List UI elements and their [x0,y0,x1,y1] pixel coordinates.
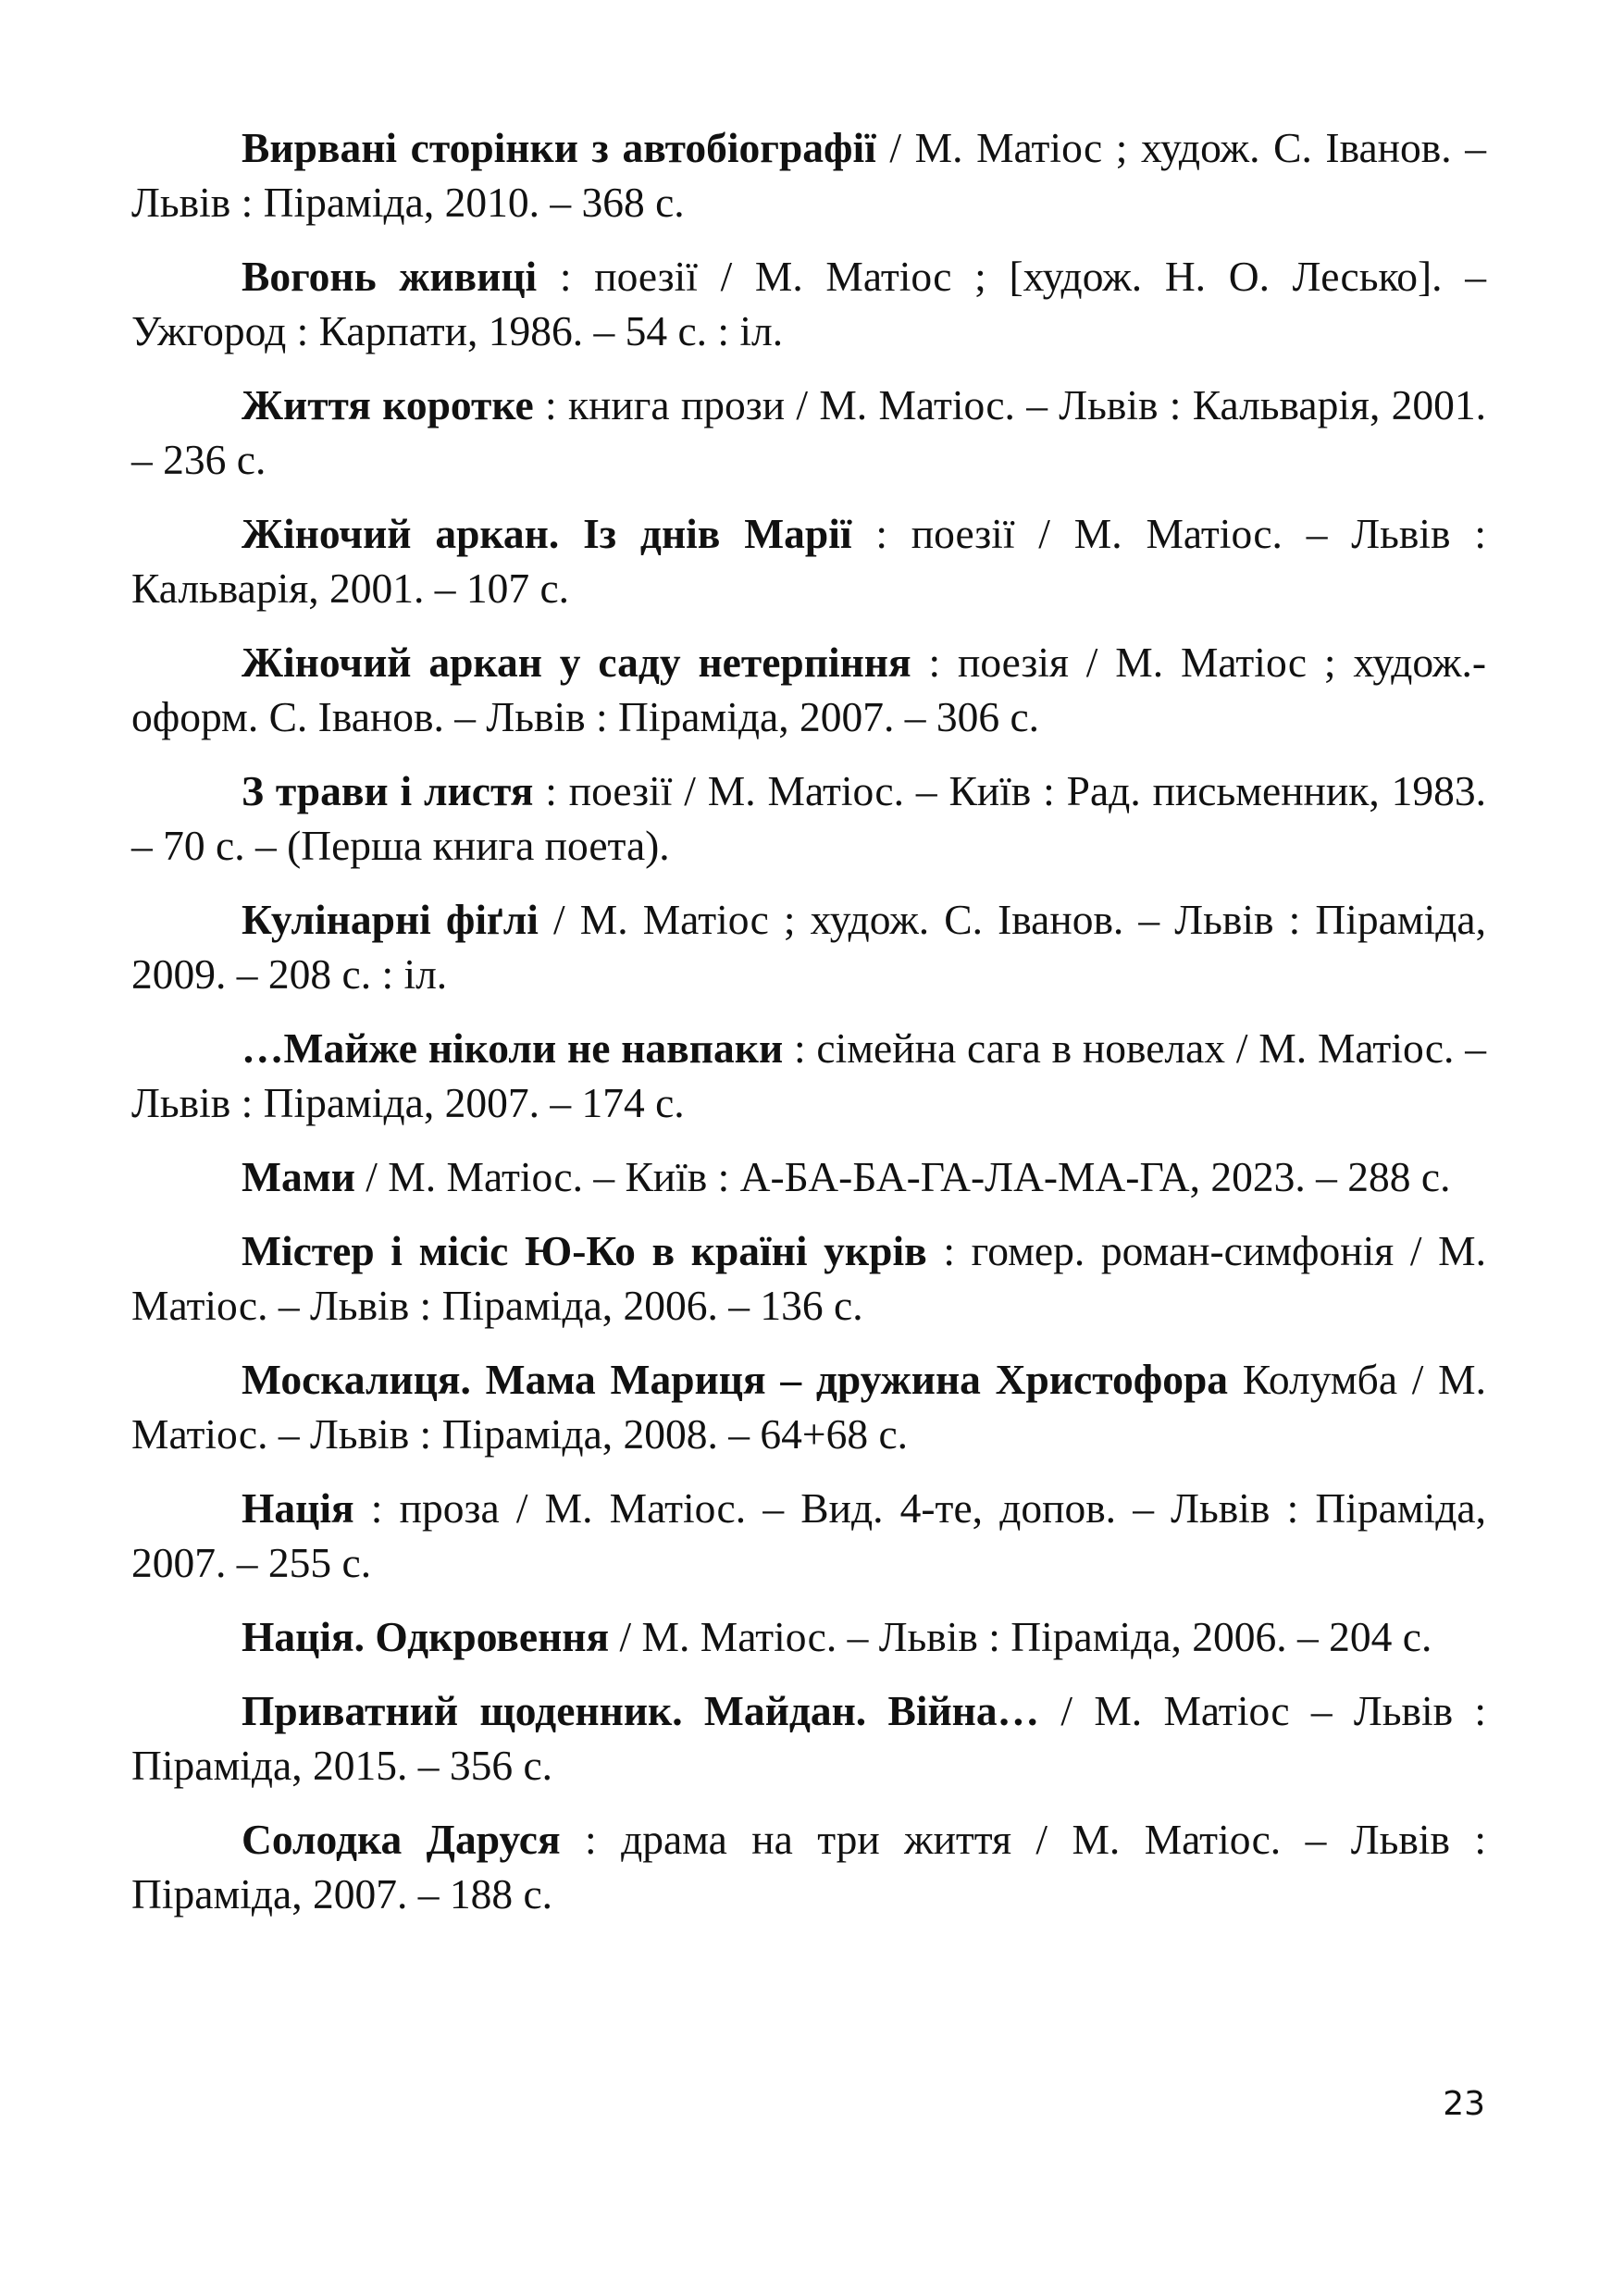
bibliography-entry [131,1021,1486,1130]
entry-details: : поезії / М. Матіос. – Київ : Рад. письменник, 1983. – 70 с. – (Перша книга поета). [131,767,1486,869]
entry-title: Життя коротке [242,381,534,428]
entry-title: Вирвані сторінки з автобіографії [242,124,876,171]
entry-title: …Майже ніколи не навпаки [242,1024,784,1072]
bibliography-entry [131,1683,1486,1793]
entry-title: Солодка Даруся [242,1816,561,1863]
entry-title: Жіночий аркан у саду нетерпіння [242,639,911,686]
entry-details: : поезії / М. Матіос ; [худож. Н. О. Лесько]. – Ужгород : Карпати, 1986. – 54 с. : іл. [131,253,1486,354]
entry-title: Нація. Одкровення [242,1613,610,1660]
bibliography-entry [131,1609,1486,1664]
bibliography-entry [131,1481,1486,1590]
bibliography-entry [131,378,1486,487]
entry-title: Нація [242,1484,354,1532]
bibliography-entry [131,763,1486,873]
entry-title: Москалиця. Мама Мариця – дружина Христофора [242,1356,1229,1403]
entry-details: : сімейна сага в новелах / М. Матіос. – Львів : Піраміда, 2007. – 174 с. [131,1024,1486,1126]
bibliography-entry [131,1223,1486,1333]
bibliography-entry [131,120,1486,230]
entry-title: Містер і місіс Ю-Ко в країні укрів [242,1227,927,1274]
bibliography-list [131,120,1486,1941]
bibliography-entry [131,506,1486,615]
entry-details: : книга прози / М. Матіос. – Львів : Кальварія, 2001. – 236 с. [131,381,1486,483]
entry-details: / М. Матіос. – Львів : Піраміда, 2006. – 204 с. [609,1613,1432,1660]
entry-details: : проза / М. Матіос. – Вид. 4-те, допов. – Львів : Піраміда, 2007. – 255 с. [131,1484,1486,1586]
bibliography-entry [131,635,1486,744]
page-number: 23 [1443,2085,1485,2123]
bibliography-entry [131,249,1486,358]
entry-title: Вогонь живиці [242,253,538,300]
entry-details: : поезія / М. Матіос ; худож.-оформ. С. Іванов. – Львів : Піраміда, 2007. – 306 с. [131,639,1486,740]
entry-title: Жіночий аркан. Із днів Марії [242,510,852,557]
entry-title: Приватний щоденник. Майдан. Війна… [242,1687,1040,1734]
bibliography-entry [131,1812,1486,1921]
entry-details: : поезії / М. Матіос. – Львів : Кальварія, 2001. – 107 с. [131,510,1487,612]
entry-details: Колумба / М. Матіос. – Львів : Піраміда, 2008. – 64+68 с. [131,1356,1486,1458]
bibliography-entry [131,892,1486,1001]
bibliography-entry [131,1352,1486,1461]
entry-title: З трави і листя [242,767,534,814]
entry-details: / М. Матіос – Львів : Піраміда, 2015. – 356 с. [131,1687,1486,1789]
entry-details: : гомер. роман-симфонія / М. Матіос. – Львів : Піраміда, 2006. – 136 с. [131,1227,1486,1329]
entry-details: / М. Матіос ; худож. С. Іванов. – Львів : Піраміда, 2009. – 208 с. : іл. [131,896,1486,998]
entry-details: / М. Матіос ; худож. С. Іванов. – Львів : Піраміда, 2010. – 368 с. [131,124,1486,226]
bibliography-entry [131,1149,1486,1204]
entry-details: / М. Матіос. – Київ : А-БА-БА-ГА-ЛА-МА-ГА, 2023. – 288 с. [354,1153,1451,1200]
entry-title: Мами [242,1153,355,1200]
entry-details: : драма на три життя / М. Матіос. – Львів : Піраміда, 2007. – 188 с. [131,1816,1486,1917]
entry-title: Кулінарні фіґлі [242,896,539,943]
